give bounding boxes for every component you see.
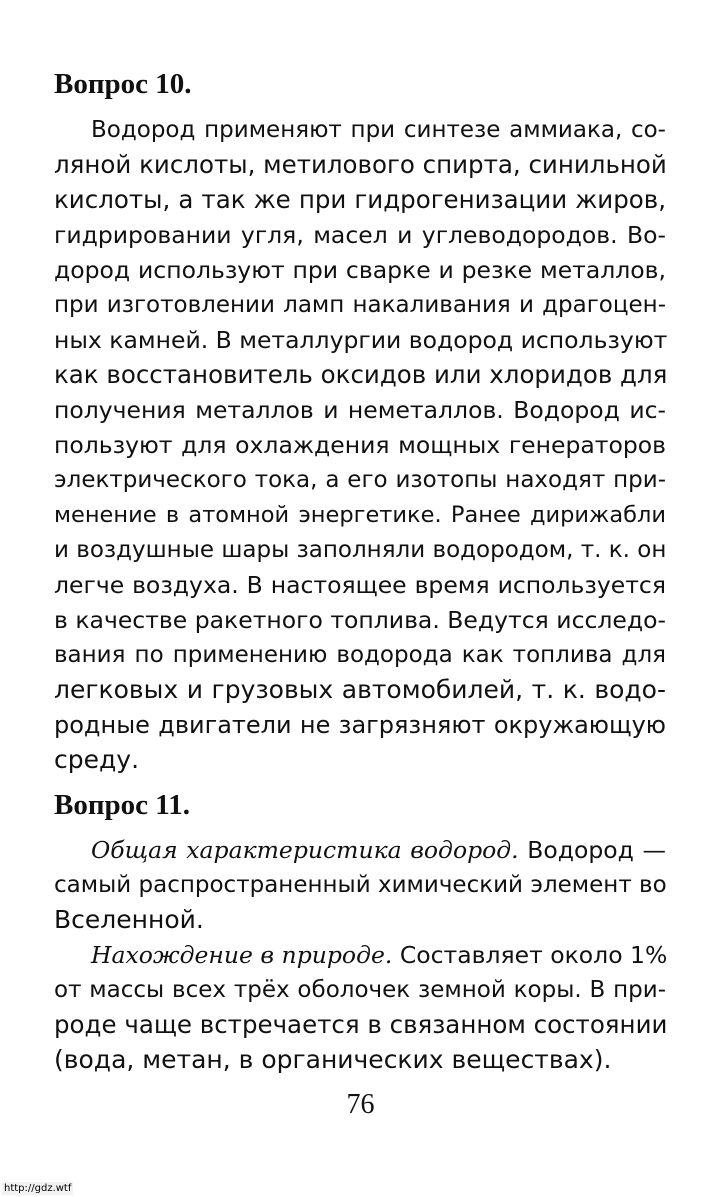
q10-line-11: электрического тока, а его изотопы находят при- bbox=[54, 467, 666, 493]
question-10-heading: Вопрос 10. bbox=[54, 68, 192, 100]
q11-p2-line-1 bbox=[91, 937, 666, 973]
q11-p1-line-2: самый распространенный химический элемент во bbox=[54, 872, 667, 898]
q10-line-1: Водород применяют при синтезе аммиака, со- bbox=[91, 117, 666, 143]
q11-p1-line-1-rest: Водород — bbox=[518, 836, 666, 864]
q10-line-15: в качестве ракетного топлива. Ведутся исследо- bbox=[54, 606, 666, 634]
page-number: 76 bbox=[346, 1089, 375, 1120]
q10-line-10: пользуют для охлаждения мощных генераторов bbox=[54, 431, 666, 459]
q11-p2-line-1-rest: Составляет около 1% bbox=[392, 941, 668, 969]
q10-line-3: кислоты, а так же при гидрогенизации жиров, bbox=[54, 185, 666, 214]
q10-line-19: среду. bbox=[54, 745, 140, 774]
q10-line-2: ляной кислоты, метилового спирта, синильной bbox=[54, 150, 667, 179]
q10-line-18: родные двигатели не загрязняют окружающую bbox=[54, 711, 666, 739]
q10-line-12: менение в атомной энергетике. Ранее дирижабли bbox=[54, 502, 666, 528]
q10-line-6: при изготовлении ламп накаливания и драгоцен- bbox=[54, 292, 666, 318]
q10-line-7: ных камней. В металлургии водород используют bbox=[54, 326, 668, 354]
q11-p1-line-3: Вселенной. bbox=[54, 905, 204, 934]
q10-line-14: легче воздуха. В настоящее время используется bbox=[54, 571, 666, 599]
q11-p1-line-1 bbox=[91, 832, 666, 868]
q11-p2-line-4: (вода, метан, в органических веществах). bbox=[54, 1045, 612, 1074]
q11-p2-line-2: от массы всех трёх оболочек земной коры. В при- bbox=[54, 977, 666, 1003]
source-watermark-link[interactable]: http://gdz.wtf bbox=[4, 1183, 72, 1194]
q10-line-13: и воздушные шары заполняли водородом, т. к. он bbox=[54, 537, 667, 563]
q10-line-4: гидрировании угля, масел и углеводородов. Во- bbox=[54, 221, 666, 249]
q11-p1-italic-lead: Общая характеристика водород. bbox=[91, 836, 519, 864]
q11-p2-line-3: роде чаще встречается в связанном состоянии bbox=[54, 1010, 668, 1039]
q10-line-17: легковых и грузовых автомобилей, т. к. водо- bbox=[54, 675, 666, 704]
question-11-heading: Вопрос 11. bbox=[54, 789, 190, 821]
q11-p2-italic-lead: Нахождение в природе. bbox=[91, 941, 393, 969]
q10-line-8: как восстановитель оксидов или хлоридов для bbox=[54, 360, 668, 389]
q10-line-16: вания по применению водорода как топлива для bbox=[54, 642, 666, 668]
q10-line-9: получения металлов и неметаллов. Водород ис- bbox=[54, 396, 666, 424]
q10-line-5: дород используют при сварке и резке металлов, bbox=[54, 256, 666, 284]
